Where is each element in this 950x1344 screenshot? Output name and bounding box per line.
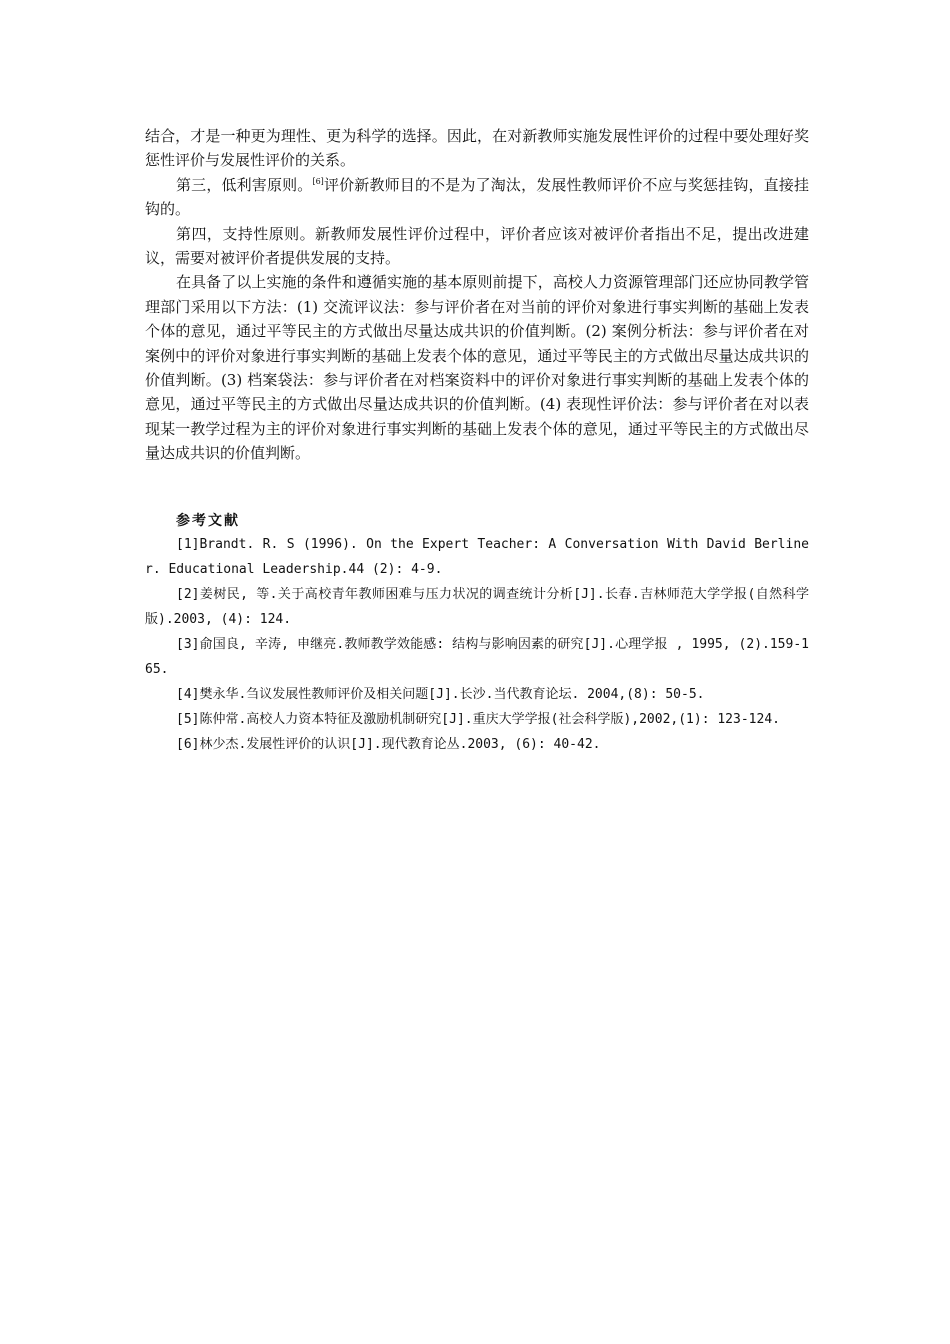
reference-item-1: [1]Brandt. R. S (1996). On the Expert Teacher: A Conversation With David Berliner. Educational Leadership.44 (2): 4-9.: [145, 536, 809, 577]
principle-three-lead: 第三，低利害原则。: [176, 175, 313, 194]
document-page: [145, 124, 809, 757]
paragraph-principle-four: 第四，支持性原则。新教师发展性评价过程中，评价者应该对被评价者指出不足，提出改进建议，需要对被评价者提供发展的支持。: [145, 224, 809, 268]
reference-item-5: [5]陈仲常.高校人力资本特征及激励机制研究[J].重庆大学学报(社会科学版),2002,(1): 123-124.: [176, 711, 780, 727]
references-title: 参考文献: [176, 512, 240, 529]
citation-marker: [6]: [312, 176, 324, 186]
paragraph-methods: 在具备了以上实施的条件和遵循实施的基本原则前提下，高校人力资源管理部门还应协同教学管理部门采用以下方法：(1) 交流评议法：参与评价者在对当前的评价对象进行事实判断的基础上发表个体的意见，通过平等民主的方式做出尽量达成共识的价值判断。(2) 案例分析法：参与评价者在对案例中的评价对象进行事实判断的基础上发表个体的意见，通过平等民主的方式做出尽量达成共识的价值判断。(3) 档案袋法：参与评价者在对档案资料中的评价对象进行事实判断的基础上发表个体的意见，通过平等民主的方式做出尽量达成共识的价值判断。(4) 表现性评价法：参与评价者在对以表现某一教学过程为主的评价对象进行事实判断的基础上发表个体的意见，通过平等民主的方式做出尽量达成共识的价值判断。: [145, 273, 809, 463]
reference-item-4: [4]樊永华.刍议发展性教师评价及相关问题[J].长沙.当代教育论坛. 2004,(8): 50-5.: [176, 686, 705, 702]
reference-item-6: [6]林少杰.发展性评价的认识[J].现代教育论丛.2003, (6): 40-42.: [176, 736, 601, 752]
paragraph-continuation: 结合，才是一种更为理性、更为科学的选择。因此，在对新教师实施发展性评价的过程中要处理好奖惩性评价与发展性评价的关系。: [145, 127, 809, 170]
references-section: [145, 510, 809, 757]
body-text: [145, 124, 809, 466]
principle-three-text: 评价新教师目的不是为了淘汰，发展性教师评价不应与奖惩挂钩，直接挂钩的。: [145, 175, 809, 219]
reference-item-2: [2]姜树民, 等.关于高校青年教师困难与压力状况的调查统计分析[J].长春.吉林师范大学学报(自然科学版).2003, (4): 124.: [145, 586, 809, 627]
paragraph-principle-three: [145, 173, 809, 222]
reference-item-3: [3]俞国良, 辛涛, 申继亮.教师教学效能感: 结构与影响因素的研究[J].心理学报 , 1995, (2).159-165.: [145, 636, 809, 677]
